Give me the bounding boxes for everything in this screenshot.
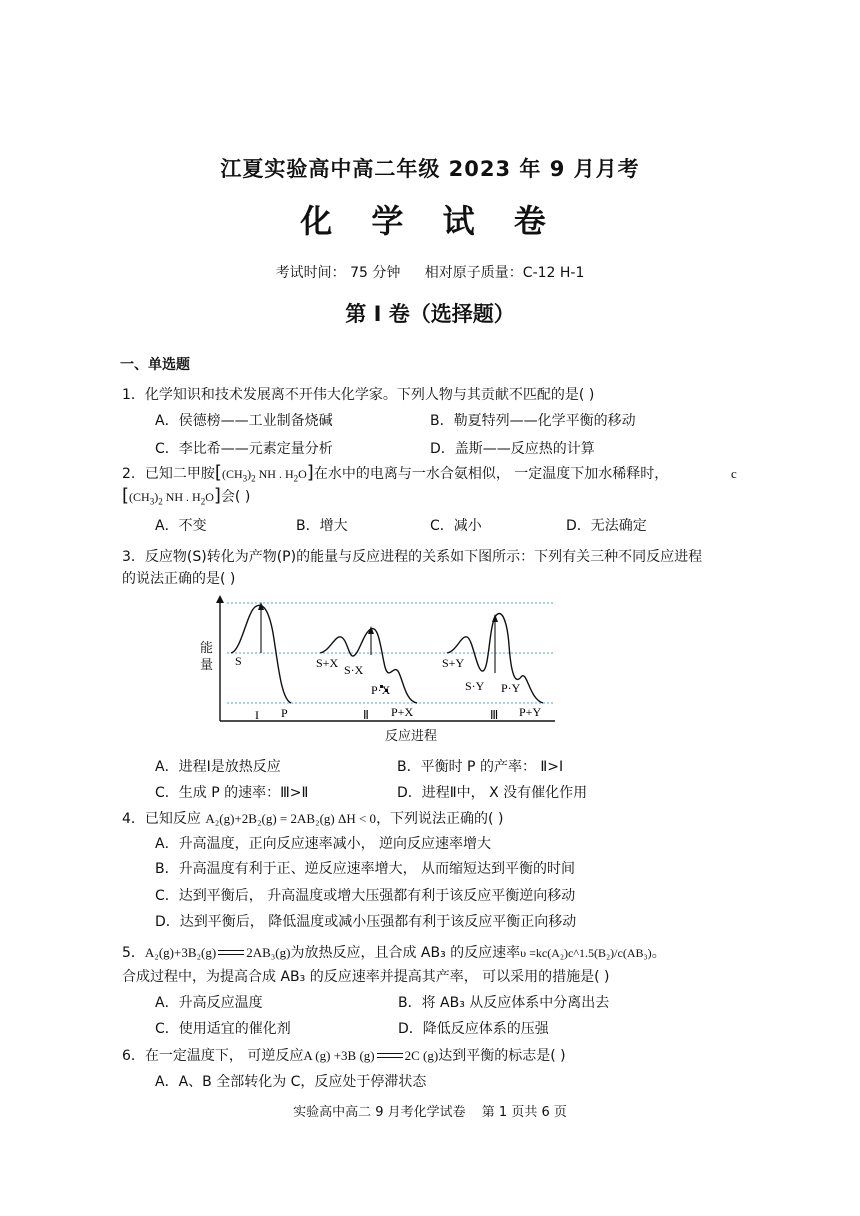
label-s: S <box>235 654 242 668</box>
x-axis-label: 反应进程 <box>385 729 438 744</box>
q3-option-c: C．生成 P 的速率：Ⅲ>Ⅱ <box>155 785 309 801</box>
label-p-plus-x: P+X <box>391 705 414 719</box>
q4-stem: 4．已知反应 A₂(g)+2B₂(g) = 2AB₂(g) ΔH < 0，下列说法正确的( ) <box>122 811 504 827</box>
q1-option-a: A．侯德榜——工业制备烧碱 <box>155 413 333 429</box>
q6-stem: 6．在一定温度下， 可逆反应A (g) +3B (g) 2C (g)达到平衡的标志是( ) <box>122 1048 566 1064</box>
q4-option-d: D．达到平衡后， 降低温度或减小压强都有利于该反应平衡正向移动 <box>155 914 577 930</box>
q2-option-b: B．增大 <box>296 518 348 534</box>
energy-diagram <box>195 593 565 748</box>
q1-stem: 1．化学知识和技术发展离不开伟大化学家。下列人物与其贡献不匹配的是( ) <box>122 387 595 403</box>
q3-option-b: B．平衡时 P 的产率： Ⅱ>Ⅰ <box>397 759 564 775</box>
q2-formula-repeat: $(CH_3)_2$ NH . $H_2O$ <box>129 490 214 507</box>
label-s-plus-y: S+Y <box>442 656 465 670</box>
label-roman-1: I <box>255 708 259 722</box>
q2-formula: $(CH_3)_2$ NH . $H_2O$ <box>221 467 307 484</box>
label-p-dot-y: P·Y <box>501 681 521 695</box>
q5-rate-expression: υ =kc(A₂)c^1.5(B₂)/c(AB₃) <box>520 946 652 960</box>
q4-option-a: A．升高温度，正向反应速率减小， 逆向反应速率增大 <box>155 836 492 852</box>
q3-option-a: A．进程Ⅰ是放热反应 <box>155 759 281 775</box>
q5-option-c: C．使用适宜的催化剂 <box>155 1021 291 1037</box>
y-axis-label: 能量 <box>200 641 214 673</box>
subject-title: 化 学 试 卷 <box>300 202 560 240</box>
exam-info <box>0 262 860 282</box>
q5-option-b: B．将 AB₃ 从反应体系中分离出去 <box>398 995 610 1011</box>
q3-option-d: D．进程Ⅱ中， X 没有催化作用 <box>397 785 588 801</box>
page-number: 第 1 页共 6 页 <box>481 1105 567 1120</box>
q1-option-b: B．勒夏特列——化学平衡的移动 <box>430 413 636 429</box>
exam-time: 考试时间： 75 分钟 <box>275 265 401 281</box>
equilibrium-arrow <box>218 949 244 957</box>
label-p-plus-y: P+Y <box>519 705 542 719</box>
equilibrium-arrow <box>377 1052 403 1060</box>
label-s-dot-x: S·X <box>344 663 364 677</box>
exam-title: 江夏实验高中高二年级 2023 年 9 月月考 <box>220 157 640 181</box>
section-heading: 一、单选题 <box>120 357 190 373</box>
q2-c-letter: c <box>731 466 737 481</box>
q6-option-a: A．A、B 全部转化为 C，反应处于停滞状态 <box>155 1074 427 1090</box>
q5-stem-line1: 5．A₂(g)+3B₂(g) 2AB₃(g)为放热反应，且合成 AB₃ 的反应速率υ =kc(A₂)c^1.5(B₂)/c(AB₃)。 <box>122 945 666 961</box>
footer-exam-name: 实验高中高二 9 月考化学试卷 <box>293 1105 466 1120</box>
label-p-dot-x: P·X <box>371 683 391 697</box>
atomic-mass: 相对原子质量：C-12 H-1 <box>424 265 585 281</box>
q1-option-c: C．李比希——元素定量分析 <box>155 441 333 457</box>
y-axis-arrow <box>216 595 224 603</box>
q4-option-b: B．升高温度有利于正、逆反应速率增大， 从而缩短达到平衡的时间 <box>155 861 576 877</box>
q2-stem-line1: 2．已知二甲胺[$(CH_3)_2$ NH . $H_2O$]在水中的电离与一水合氨相似， 一定温度下加水稀释时， <box>122 462 669 484</box>
label-s-dot-y: S·Y <box>465 679 485 693</box>
part-title: 第 I 卷（选择题） <box>345 302 515 326</box>
q5-option-a: A．升高反应温度 <box>155 995 263 1011</box>
q3-stem-line2: 的说法正确的是( ) <box>122 571 236 587</box>
q2-option-d: D．无法确定 <box>566 518 647 534</box>
q3-stem-line1: 3．反应物(S)转化为产物(P)的能量与反应进程的关系如下图所示：下列有关三种不同反应进程 <box>122 549 703 565</box>
q1-option-d: D．盖斯——反应热的计算 <box>430 441 595 457</box>
label-roman-3: Ⅲ <box>490 708 499 722</box>
label-roman-2: Ⅱ <box>363 708 369 722</box>
label-p: P <box>281 706 288 720</box>
label-s-plus-x: S+X <box>316 656 339 670</box>
q2-stem-line2: [$(CH_3)_2$ NH . $H_2O$]会( ) <box>122 485 251 507</box>
q2-option-a: A．不变 <box>155 518 207 534</box>
q4-option-c: C．达到平衡后， 升高温度或增大压强都有利于该反应平衡逆向移动 <box>155 888 576 904</box>
q2-option-c: C．减小 <box>430 518 482 534</box>
page-footer <box>0 1101 860 1120</box>
q5-option-d: D．降低反应体系的压强 <box>398 1021 549 1037</box>
q4-equation: A₂(g)+2B₂(g) = 2AB₂(g) ΔH < 0 <box>205 811 377 826</box>
q5-stem-line2: 合成过程中，为提高合成 AB₃ 的反应速率并提高其产率， 可以采用的措施是( ) <box>122 969 610 985</box>
